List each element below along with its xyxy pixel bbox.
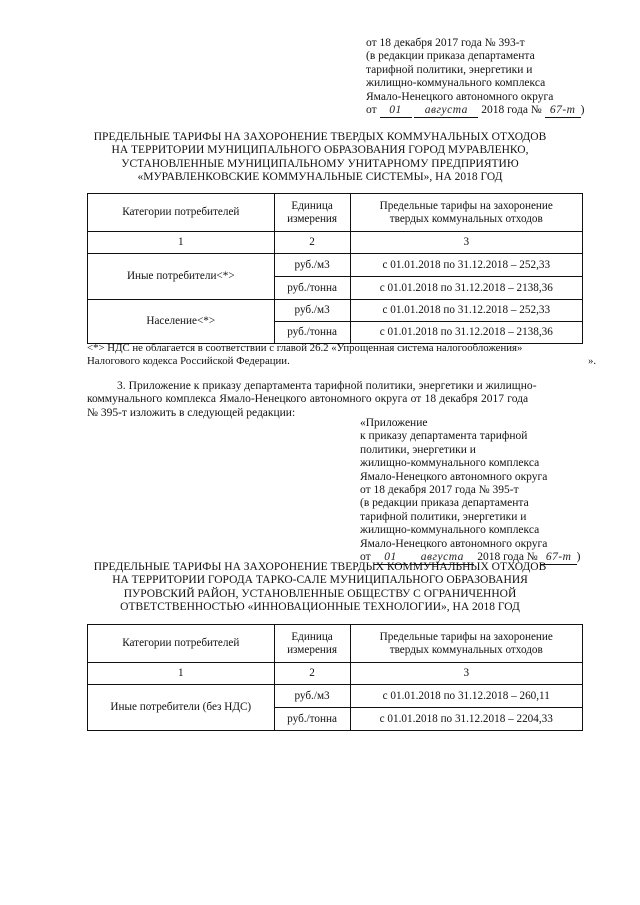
title-line: ПУРОВСКИЙ РАЙОН, УСТАНОВЛЕННЫЕ ОБЩЕСТВУ С ОГРАНИЧЕННОЙ (123, 587, 517, 600)
header-order-reference (366, 37, 626, 118)
title-line: НА ТЕРРИТОРИИ ГОРОДА ТАРКО-САЛЕ МУНИЦИПАЛЬНОГО ОБРАЗОВАНИЯ (112, 574, 528, 587)
date-year-text: 2018 года № (477, 551, 538, 564)
title-line: ПРЕДЕЛЬНЫЕ ТАРИФЫ НА ЗАХОРОНЕНИЕ ТВЕРДЫХ КОММУНАЛЬНЫХ ОТХОДОВ (93, 131, 547, 143)
header-tariff (350, 625, 582, 663)
unit-cell: руб./тонна (274, 322, 350, 344)
paragraph-line: 3. Приложение к приказу департамента тарифной политики, энергетики и жилищно- (117, 380, 537, 392)
tariff-table-1 (87, 193, 583, 344)
table-row (88, 254, 583, 277)
date-suffix: ) (576, 551, 581, 564)
header-line: от 18 декабря 2017 года № 393-т (366, 37, 525, 49)
document-title-2 (40, 561, 600, 615)
unit-cell: руб./тонна (274, 277, 350, 300)
header-tariff-line: твердых коммунальных отходов (389, 643, 543, 656)
footnote-line (87, 355, 597, 368)
table-row (88, 300, 583, 322)
unit-cell: руб./м3 (274, 254, 350, 277)
header-line: (в редакции приказа департамента (360, 497, 529, 510)
header-unit-line: Единица (291, 199, 333, 212)
header-tariff-line: твердых коммунальных отходов (389, 212, 543, 225)
column-number: 1 (88, 232, 275, 254)
footnote (87, 342, 597, 367)
header-tariff-line: Предельные тарифы на захоронение (379, 630, 553, 643)
category-cell: Иные потребители (без НДС) (88, 685, 275, 731)
tariff-cell: с 01.01.2018 по 31.12.2018 – 252,33 (350, 300, 582, 322)
title-line: ОТВЕТСТВЕННОСТЬЮ «ИННОВАЦИОННЫЕ ТЕХНОЛОГИИ», НА 2018 ГОД (120, 601, 520, 614)
header-line: к приказу департамента тарифной (360, 430, 528, 443)
unit-cell: руб./тонна (274, 708, 350, 731)
header-line: Ямало-Ненецкого автономного округа (360, 470, 548, 483)
header-line: от 18 декабря 2017 года № 395-т (360, 484, 519, 497)
header-line: политики, энергетики и (360, 443, 476, 456)
header-line: тарифной политики, энергетики и (366, 63, 533, 76)
table-row (88, 685, 583, 708)
column-number: 3 (350, 232, 582, 254)
header-category: Категории потребителей (88, 625, 275, 663)
header-tariff-line: Предельные тарифы на захоронение (379, 199, 553, 212)
header-unit-line: измерения (287, 643, 338, 656)
title-line: НА ТЕРРИТОРИИ МУНИЦИПАЛЬНОГО ОБРАЗОВАНИЯ ГОРОД МУРАВЛЕНКО, (111, 144, 529, 157)
tariff-cell: с 01.01.2018 по 31.12.2018 – 252,33 (350, 254, 582, 277)
header-line: Ямало-Ненецкого автономного округа (360, 537, 548, 550)
header-unit (274, 625, 350, 663)
tariff-table-2 (87, 624, 583, 731)
tariff-cell: с 01.01.2018 по 31.12.2018 – 2138,36 (350, 322, 582, 344)
unit-cell: руб./м3 (274, 685, 350, 708)
handwritten-day: 01 (374, 551, 408, 565)
header-line: (в редакции приказа департамента (366, 50, 535, 63)
title-line: УСТАНОВЛЕННЫЕ МУНИЦИПАЛЬНОМУ УНИТАРНОМУ ПРЕДПРИЯТИЮ (121, 157, 519, 170)
tariff-cell: с 01.01.2018 по 31.12.2018 – 2204,33 (350, 708, 582, 731)
header-date-line (366, 104, 626, 118)
paragraph-line: № 395-т изложить в следующей редакции: (87, 406, 296, 419)
handwritten-day: 01 (380, 104, 412, 118)
header-category: Категории потребителей (88, 194, 275, 232)
closing-quote: ». (588, 354, 597, 367)
date-prefix: от (366, 104, 377, 117)
header-line: жилищно-коммунального комплекса (360, 457, 540, 470)
title-line: ПРЕДЕЛЬНЫЕ ТАРИФЫ НА ЗАХОРОНЕНИЕ ТВЕРДЫХ КОММУНАЛЬНЫХ ОТХОДОВ (93, 561, 547, 573)
header-line: Ямало-Ненецкого автономного округа (366, 90, 554, 103)
column-number: 2 (274, 663, 350, 685)
header-line: «Приложение (360, 417, 428, 429)
date-suffix: ) (580, 104, 585, 117)
header-unit-line: Единица (291, 630, 333, 643)
document-title-1 (40, 131, 600, 185)
tariff-cell: с 01.01.2018 по 31.12.2018 – 260,11 (350, 685, 582, 708)
category-cell: Иные потребители<*> (88, 254, 275, 300)
header-line: жилищно-коммунального комплекса (366, 77, 546, 90)
unit-cell: руб./м3 (274, 300, 350, 322)
footnote-text: Налогового кодекса Российской Федерации. (87, 354, 290, 367)
date-year-text: 2018 года № (481, 104, 542, 117)
column-number: 1 (88, 663, 275, 685)
title-line: «МУРАВЛЕНКОВСКИЕ КОММУНАЛЬНЫЕ СИСТЕМЫ», НА 2018 ГОД (137, 171, 503, 184)
handwritten-number: 67-т (545, 104, 581, 118)
handwritten-number: 67-т (541, 551, 577, 565)
tariff-cell: с 01.01.2018 по 31.12.2018 – 2138,36 (350, 277, 582, 300)
header-appendix (360, 417, 630, 565)
date-prefix: от (360, 551, 371, 564)
column-number: 3 (350, 663, 582, 685)
handwritten-month: августа (410, 551, 474, 565)
paragraph-3 (87, 380, 597, 420)
column-number: 2 (274, 232, 350, 254)
category-cell: Население<*> (88, 300, 275, 344)
handwritten-month: августа (414, 104, 478, 118)
header-tariff (350, 194, 582, 232)
header-unit-line: измерения (287, 212, 338, 225)
paragraph-line: коммунального комплекса Ямало-Ненецкого автономного округа от 18 декабря 2017 года (87, 393, 529, 406)
header-line: тарифной политики, энергетики и (360, 510, 527, 523)
header-unit (274, 194, 350, 232)
footnote-line: <*> НДС не облагается в соответствии с главой 26.2 «Упрощенная система налогообложения» (87, 342, 523, 354)
header-line: жилищно-коммунального комплекса (360, 524, 540, 537)
